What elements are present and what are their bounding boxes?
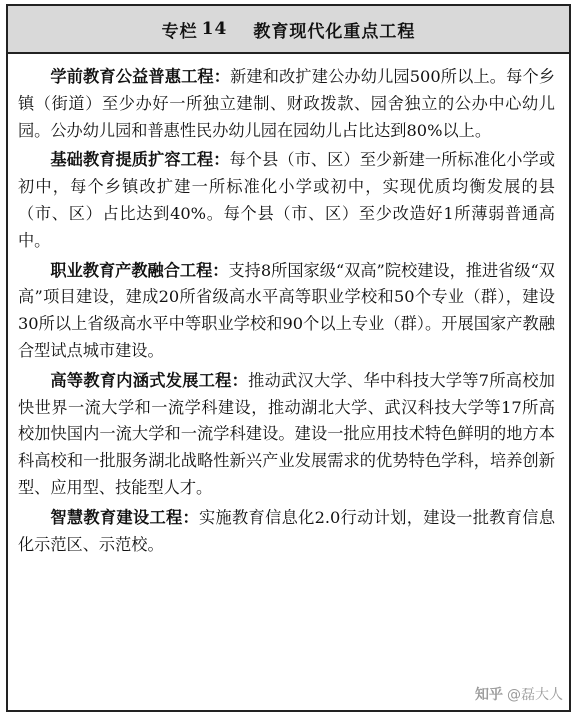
section-basic-education xyxy=(18,147,555,254)
section-smart-education xyxy=(18,505,555,559)
section-term: 高等教育内涵式发展工程： xyxy=(50,370,249,390)
section-term: 职业教育产教融合工程： xyxy=(50,260,229,280)
section-text: 支持8所国家级“双高”院校建设，推进省级“双高”项目建设，建成20所省级高水平高等职业学校和50个专业（群），建设30所以上省级高水平中等职业学校和90个以上专业（群）。开展国家产教融合型试点城市建设。 xyxy=(18,260,555,360)
box-content xyxy=(8,54,569,558)
header-title: 教育现代化重点工程 xyxy=(253,21,416,42)
section-preschool xyxy=(18,64,555,144)
section-term: 学前教育公益普惠工程： xyxy=(50,67,231,86)
section-term: 基础教育提质扩容工程： xyxy=(50,150,230,170)
zhihu-watermark xyxy=(473,684,565,704)
section-text: 新建和改扩建公办幼儿园500所以上。每个乡镇（街道）至少办好一所独立建制、财政拨款、园舍独立的公办中心幼儿园。公办幼儿园和普惠性民办幼儿园在园幼儿占比达到80%以上。 xyxy=(18,67,555,140)
section-vocational xyxy=(18,258,555,365)
header-prefix: 专栏 xyxy=(161,21,198,42)
section-text: 推动武汉大学、华中科技大学等7所高校加快世界一流大学和一流学科建设，推动湖北大学、武汉科技大学等17所高校加快国内一流大学和一流学科建设。建设一批应用技术特色鲜明的地方本科高校和一批服务湖北战略性新兴产业发展需求的优势特色学科，培养创新型、应用型、技能型人才。 xyxy=(18,370,555,497)
section-term: 智慧教育建设工程： xyxy=(50,507,200,527)
header-number: 14 xyxy=(201,19,228,39)
section-higher-education xyxy=(18,368,555,502)
section-text: 每个县（市、区）至少新建一所标准化小学或初中，每个乡镇改扩建一所标准化小学或初中，实现优质均衡发展的县（市、区）占比达到40%。每个县（市、区）至少改造好1所薄弱普通高中。 xyxy=(18,150,556,250)
box-header xyxy=(8,6,569,54)
feature-box xyxy=(6,4,571,712)
section-text: 实施教育信息化2.0行动计划，建设一批教育信息化示范区、示范校。 xyxy=(18,507,556,554)
zhihu-logo: 知乎 xyxy=(475,687,503,703)
watermark-author: @磊大人 xyxy=(507,687,563,703)
